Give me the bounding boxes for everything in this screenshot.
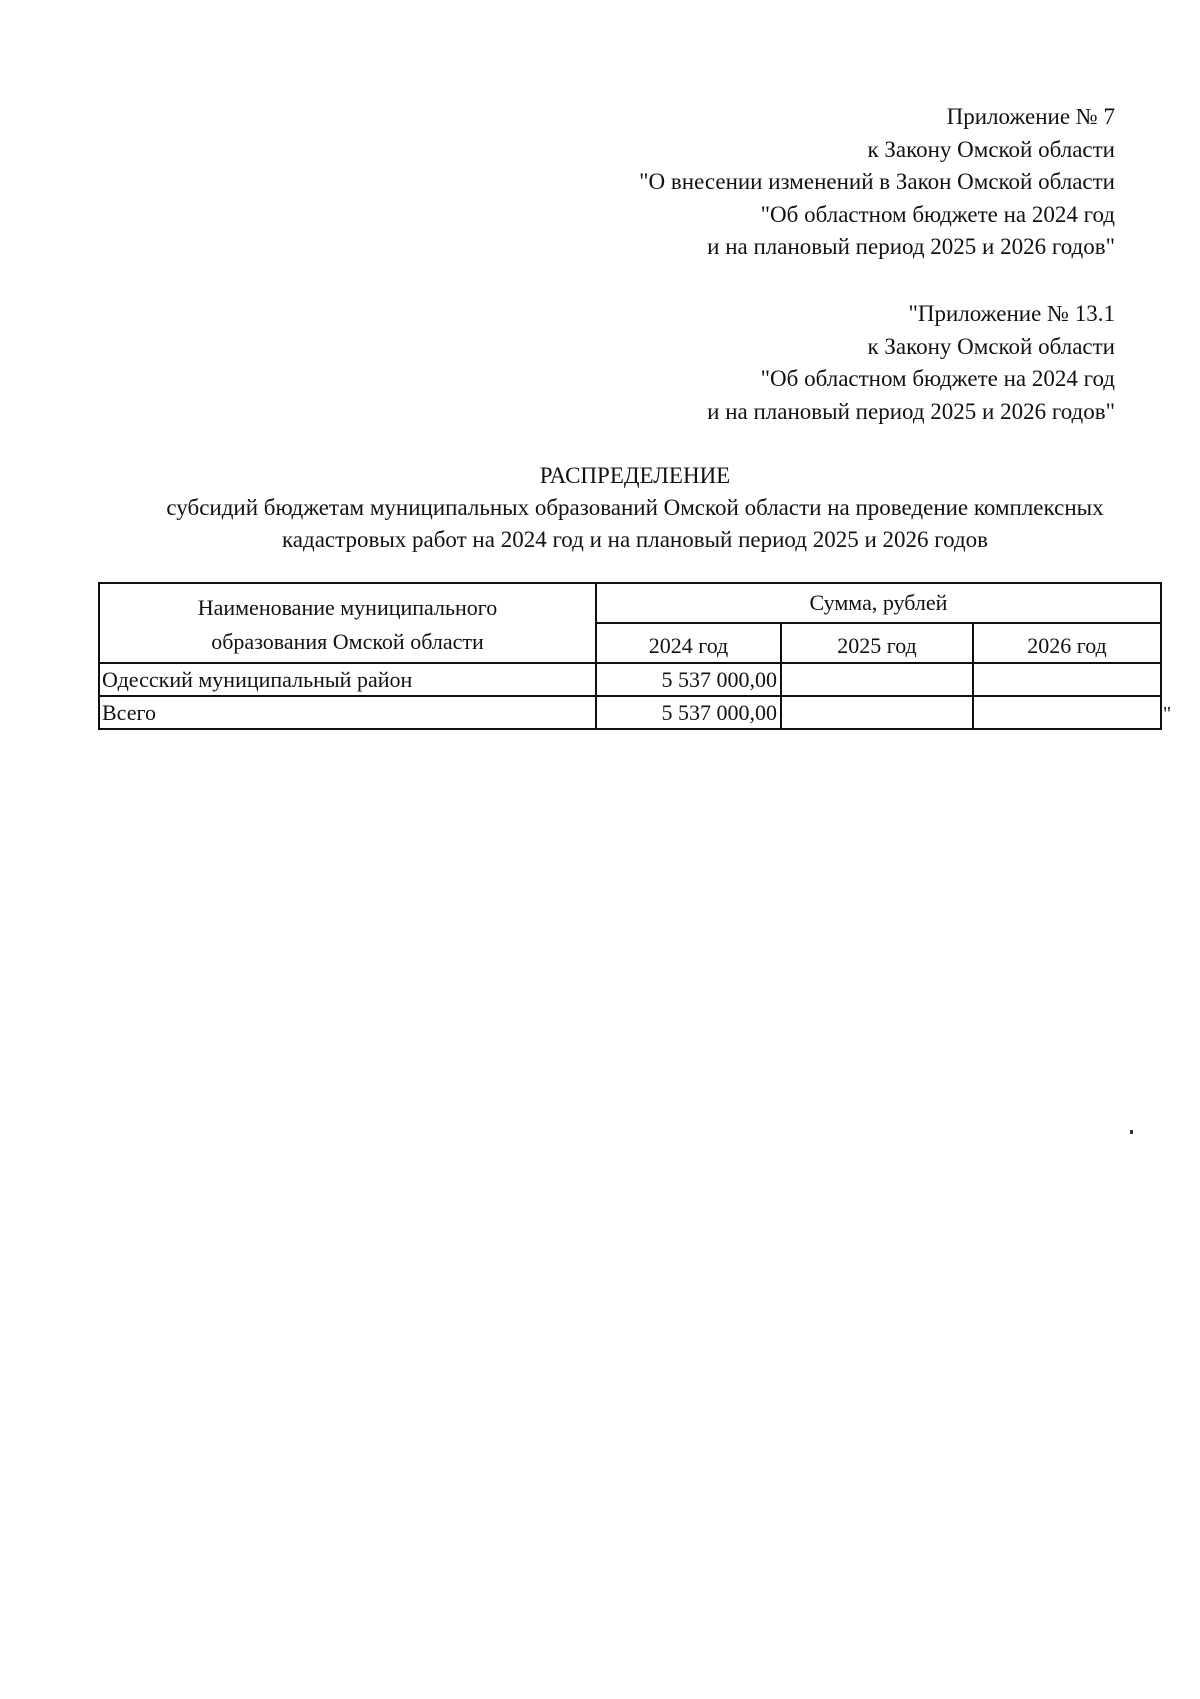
appendix-header-quoted	[707, 298, 1115, 428]
column-header-year: 2026 год	[973, 623, 1161, 663]
table-row	[99, 663, 1161, 696]
header-line: Приложение № 7	[946, 104, 1115, 129]
header-line: "Об областном бюджете на 2024 год	[760, 201, 1115, 227]
column-header-name-line: Наименование муниципального	[197, 595, 498, 620]
cell-2026	[973, 663, 1161, 696]
table-row-total	[99, 696, 1161, 729]
title-line: кадастровых работ на 2024 год и на плановый период 2025 и 2026 годов	[281, 527, 989, 552]
cell-2024: 5 537 000,00	[596, 663, 781, 696]
table-header-row	[99, 583, 1161, 623]
header-line: "Приложение № 13.1	[908, 301, 1115, 326]
column-header-sum: Сумма, рублей	[596, 583, 1161, 623]
title-heading: РАСПРЕДЕЛЕНИЕ	[539, 463, 731, 488]
cell-name: Всего	[99, 696, 596, 729]
appendix-header	[639, 101, 1115, 264]
cell-2026	[973, 696, 1161, 729]
distribution-table	[98, 582, 1162, 730]
closing-quote: "	[1163, 703, 1172, 725]
header-line: и на плановый период 2025 и 2026 годов"	[707, 234, 1115, 259]
header-line: к Закону Омской области	[867, 136, 1115, 162]
column-header-year: 2024 год	[596, 623, 781, 663]
cell-name: Одесский муниципальный район	[99, 663, 596, 696]
cell-2024: 5 537 000,00	[596, 696, 781, 729]
cell-2025	[781, 696, 973, 729]
header-line: к Закону Омской области	[867, 333, 1115, 359]
header-line: "Об областном бюджете на 2024 год	[760, 366, 1115, 391]
column-header-year: 2025 год	[781, 623, 973, 663]
column-header-name	[99, 583, 596, 663]
scan-speck	[1130, 1130, 1133, 1134]
header-line: и на плановый период 2025 и 2026 годов"	[707, 398, 1115, 424]
document-title	[0, 460, 1200, 556]
cell-2025	[781, 663, 973, 696]
title-line: субсидий бюджетам муниципальных образований Омской области на проведение комплексных	[166, 495, 1104, 520]
header-line: "О внесении изменений в Закон Омской области	[639, 169, 1115, 194]
column-header-name-line: образования Омской области	[211, 629, 484, 654]
